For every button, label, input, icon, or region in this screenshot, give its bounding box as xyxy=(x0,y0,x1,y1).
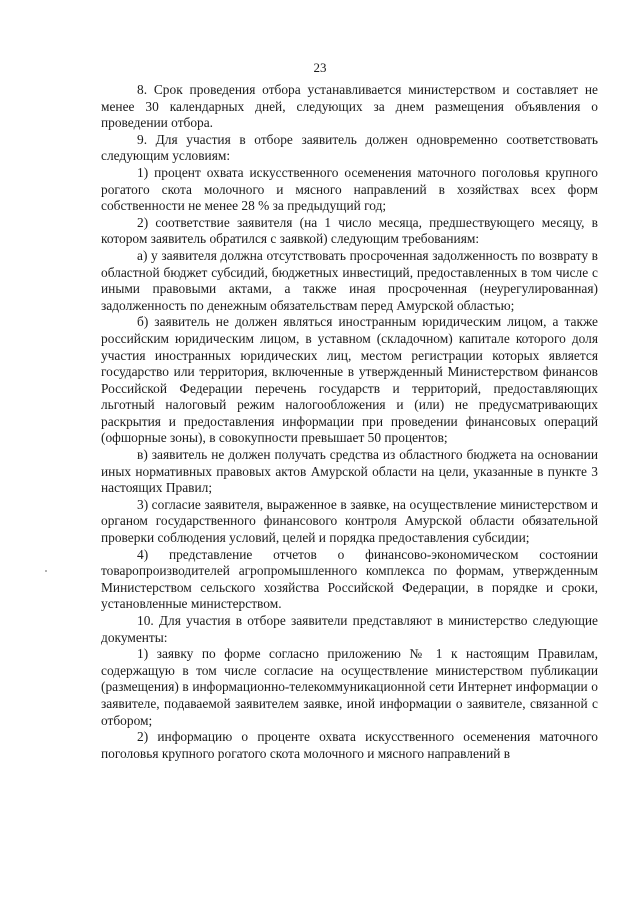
paragraph-9-item-2: 2) соответствие заявителя (на 1 число месяца, предшествующего месяцу, в котором заявитель обратился с заявкой) следующим требованиям: xyxy=(101,214,598,247)
paragraph-10-item-2: 2) информацию о проценте охвата искусственного осеменения маточного поголовья крупного рогатого скота молочного и мясного направлений в xyxy=(101,729,598,761)
paragraph-9-item-2b: б) заявитель не должен являться иностранным юридическим лицом, а также российским юридическим лицом, в уставном (складочном) капитале которого доля участия иностранных юридических лиц, местом регистрации которых является государство или территория, включенные в утвержденный Министерством финансов Российской Федерации перечень государств и территорий, предоставляющих льготный налоговый режим налогообложения и (или) не предусматривающих раскрытия и предоставления информации при проведении финансовых операций (офшорные зоны), в совокупности превышает 50 процентов; xyxy=(101,314,598,446)
paragraph-9-item-2v: в) заявитель не должен получать средства из областного бюджета на основании иных нормативных правовых актов Амурской области на цели, указанные в пункте 3 настоящих Правил; xyxy=(101,447,598,496)
scan-speck xyxy=(45,570,47,572)
document-body xyxy=(101,82,598,762)
paragraph-9-item-4: 4) представление отчетов о финансово-экономическом состоянии товаропроизводителей агропромышленного комплекса по формам, утвержденным Министерством сельского хозяйства Российской Федерации, в порядке и сроки, установленные министерством. xyxy=(101,546,598,612)
paragraph-10: 10. Для участия в отборе заявители представляют в министерство следующие документы: xyxy=(101,613,598,645)
paragraph-8: 8. Срок проведения отбора устанавливается министерством и составляет не менее 30 календарных дней, следующих за днем размещения объявления о проведении отбора. xyxy=(101,82,598,131)
paragraph-10-item-1: 1) заявку по форме согласно приложению № 1 к настоящим Правилам, содержащую в том числе согласие на осуществление министерством публикации (размещения) в информационно-телекоммуникационной сети Интернет информации о заявителе, подаваемой заявителем заявке, иной информации о заявителе, связанной с отбором; xyxy=(101,646,598,728)
page-number: 23 xyxy=(313,60,327,75)
paragraph-9: 9. Для участия в отборе заявитель должен одновременно соответствовать следующим условиям: xyxy=(101,131,598,164)
paragraph-9-item-3: 3) согласие заявителя, выраженное в заявке, на осуществление министерством и органом государственного финансового контроля Амурской области обязательной проверки соблюдения условий, целей и порядка предоставления субсидии; xyxy=(101,496,598,546)
paragraph-9-item-1: 1) процент охвата искусственного осеменения маточного поголовья крупного рогатого скота молочного и мясного направлений в хозяйствах всех форм собственности не менее 28 % за предыдущий год; xyxy=(101,164,598,214)
paragraph-9-item-2a: а) у заявителя должна отсутствовать просроченная задолженность по возврату в областной бюджет субсидий, бюджетных инвестиций, предоставленных в том числе с иными правовыми актами, а также иная просроченная (неурегулированная) задолженность по денежным обязательствам перед Амурской областью; xyxy=(101,247,598,313)
